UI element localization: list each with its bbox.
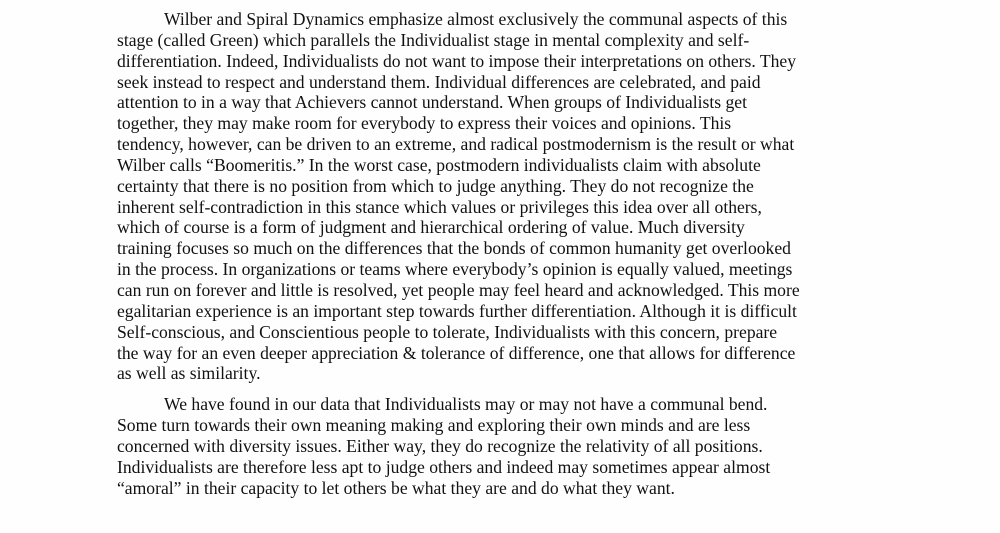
text-line: which of course is a form of judgment and hierarchical ordering of value. Much diversity [117, 217, 745, 238]
text-line: inherent self-contradiction in this stance which values or privileges this idea over all others, [117, 196, 762, 217]
text-line: Some turn towards their own meaning making and exploring their own minds and are less [117, 415, 751, 436]
text-line: “amoral” in their capacity to let others be what they are and do what they want. [117, 477, 675, 498]
text-line: training focuses so much on the differences that the bonds of common humanity get overlooked [117, 238, 791, 259]
text-line: attention to in a way that Achievers cannot understand. When groups of Individualists get [117, 92, 747, 113]
paragraph-2 [117, 394, 897, 498]
text-line: as well as similarity. [117, 363, 261, 384]
text-line: concerned with diversity issues. Either way, they do recognize the relativity of all positions. [117, 435, 763, 456]
body-text [117, 9, 897, 498]
text-line: differentiation. Indeed, Individualists do not want to impose their interpretations on others. They [117, 50, 797, 71]
text-line: Wilber and Spiral Dynamics emphasize almost exclusively the communal aspects of this [164, 9, 788, 29]
text-line: Wilber calls “Boomeritis.” In the worst case, postmodern individualists claim with absolute [117, 154, 761, 175]
text-line: Self-conscious, and Conscientious people to tolerate, Individualists with this concern, prepare [117, 321, 778, 342]
text-line: tendency, however, can be driven to an extreme, and radical postmodernism is the result or what [117, 134, 795, 155]
text-line: stage (called Green) which parallels the Individualist stage in mental complexity and self- [117, 29, 750, 50]
text-line: certainty that there is no position from which to judge anything. They do not recognize the [117, 175, 754, 196]
text-line: We have found in our data that Individualists may or may not have a communal bend. [164, 394, 768, 415]
text-line: in the process. In organizations or teams where everybody’s opinion is equally valued, meetings [117, 259, 793, 280]
text-line: together, they may make room for everybody to express their voices and opinions. This [117, 113, 732, 134]
text-line: seek instead to respect and understand them. Individual differences are celebrated, and paid [117, 71, 761, 92]
text-line: the way for an even deeper appreciation & tolerance of difference, one that allows for difference [117, 342, 796, 363]
text-line: Individualists are therefore less apt to judge others and indeed may sometimes appear almost [117, 456, 771, 477]
text-line: can run on forever and little is resolved, yet people may feel heard and acknowledged. This more [117, 279, 800, 300]
paragraph-1 [117, 9, 897, 384]
text-line: egalitarian experience is an important step towards further differentiation. Although it is difficult [117, 300, 797, 321]
